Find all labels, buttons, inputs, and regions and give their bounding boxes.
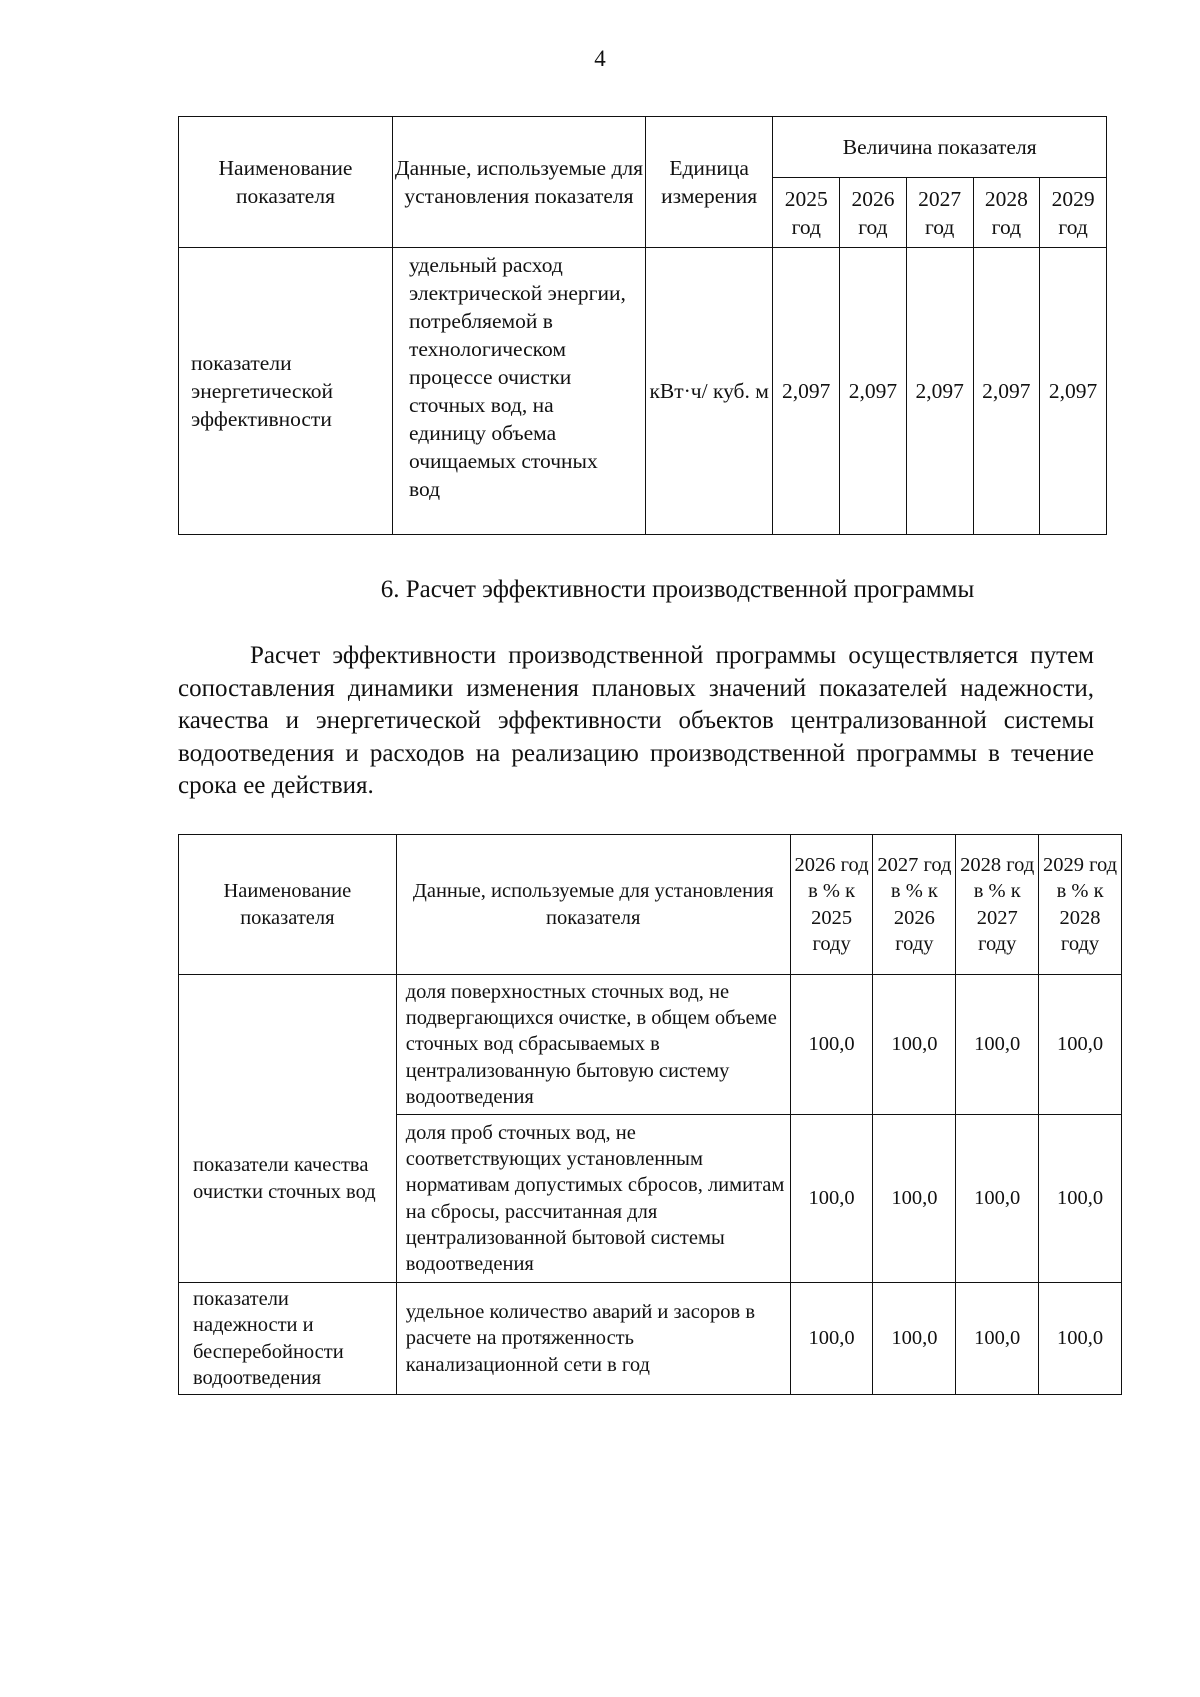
t2-row-name: показатели надежности и бесперебойности водоотведения — [179, 1283, 397, 1395]
t1-header-year: 2027 год — [906, 178, 973, 248]
t2-row-value: 100,0 — [790, 975, 873, 1115]
t1-row-data: удельный расход электрической энергии, потребляемой в технологическом процессе очистки сточных вод, на единицу объема очищаемых сточных вод — [393, 248, 646, 535]
t1-header-year: 2026 год — [840, 178, 907, 248]
t1-row-value: 2,097 — [973, 248, 1040, 535]
t1-row-unit: кВт·ч/ куб. м — [645, 248, 772, 535]
table-row — [179, 975, 1122, 1115]
t1-header-year: 2029 год — [1040, 178, 1107, 248]
t2-header-year: 2027 год в % к 2026 году — [873, 835, 956, 975]
section-paragraph — [178, 640, 1094, 803]
energy-efficiency-table — [178, 116, 1107, 535]
t1-header-year: 2025 год — [773, 178, 840, 248]
page-number: 4 — [594, 46, 606, 71]
t1-row-value: 2,097 — [840, 248, 907, 535]
efficiency-calculation-table — [178, 834, 1122, 1395]
t2-row-value: 100,0 — [956, 1115, 1039, 1283]
t1-header-unit: Единица измерения — [645, 117, 772, 248]
t1-header-data: Данные, используемые для установления показателя — [393, 117, 646, 248]
t1-header-year: 2028 год — [973, 178, 1040, 248]
t2-row-value: 100,0 — [873, 975, 956, 1115]
t2-header-data: Данные, используемые для установления показателя — [396, 835, 790, 975]
t2-header-name: Наименование показателя — [179, 835, 397, 975]
t2-header-year: 2029 год в % к 2028 году — [1039, 835, 1122, 975]
table-row — [179, 248, 1107, 535]
t1-row-value: 2,097 — [773, 248, 840, 535]
t2-row-value: 100,0 — [956, 1283, 1039, 1395]
t2-row-data: доля проб сточных вод, не соответствующих установленным нормативам допустимых сбросов, лимитам на сбросы, рассчитанная для централизованной бытовой системы водоотведения — [396, 1115, 790, 1283]
t2-row-data: доля поверхностных сточных вод, не подвергающихся очистке, в общем объеме сточных вод сбрасываемых в централизованную бытовую систему водоотведения — [396, 975, 790, 1115]
section-title: 6. Расчет эффективности производственной программы — [380, 576, 975, 603]
t1-header-value-group: Величина показателя — [773, 117, 1107, 178]
t2-row-value: 100,0 — [790, 1283, 873, 1395]
t2-row-value: 100,0 — [1039, 975, 1122, 1115]
paragraph-text: Расчет эффективности производственной программы осуществляется путем сопоставления динамики изменения плановых значений показателей надежности, качества и энергетической эффективности объектов централизованной системы водоотведения и расходов на реализацию производственной программы в течение срока ее действия. — [178, 642, 1094, 799]
table-row — [179, 1283, 1122, 1395]
t2-row-name: показатели качества очистки сточных вод — [179, 975, 397, 1283]
t2-row-value: 100,0 — [873, 1115, 956, 1283]
t2-row-value: 100,0 — [790, 1115, 873, 1283]
t2-header-year: 2028 год в % к 2027 году — [956, 835, 1039, 975]
t2-row-value: 100,0 — [956, 975, 1039, 1115]
t2-row-data: удельное количество аварий и засоров в расчете на протяженность канализационной сети в год — [396, 1283, 790, 1395]
t2-row-value: 100,0 — [1039, 1115, 1122, 1283]
t1-row-value: 2,097 — [1040, 248, 1107, 535]
t1-header-name: Наименование показателя — [179, 117, 393, 248]
t2-header-year: 2026 год в % к 2025 году — [790, 835, 873, 975]
t1-row-name: показатели энергетической эффективности — [179, 248, 393, 535]
t2-row-value: 100,0 — [873, 1283, 956, 1395]
t2-row-value: 100,0 — [1039, 1283, 1122, 1395]
t1-row-value: 2,097 — [906, 248, 973, 535]
